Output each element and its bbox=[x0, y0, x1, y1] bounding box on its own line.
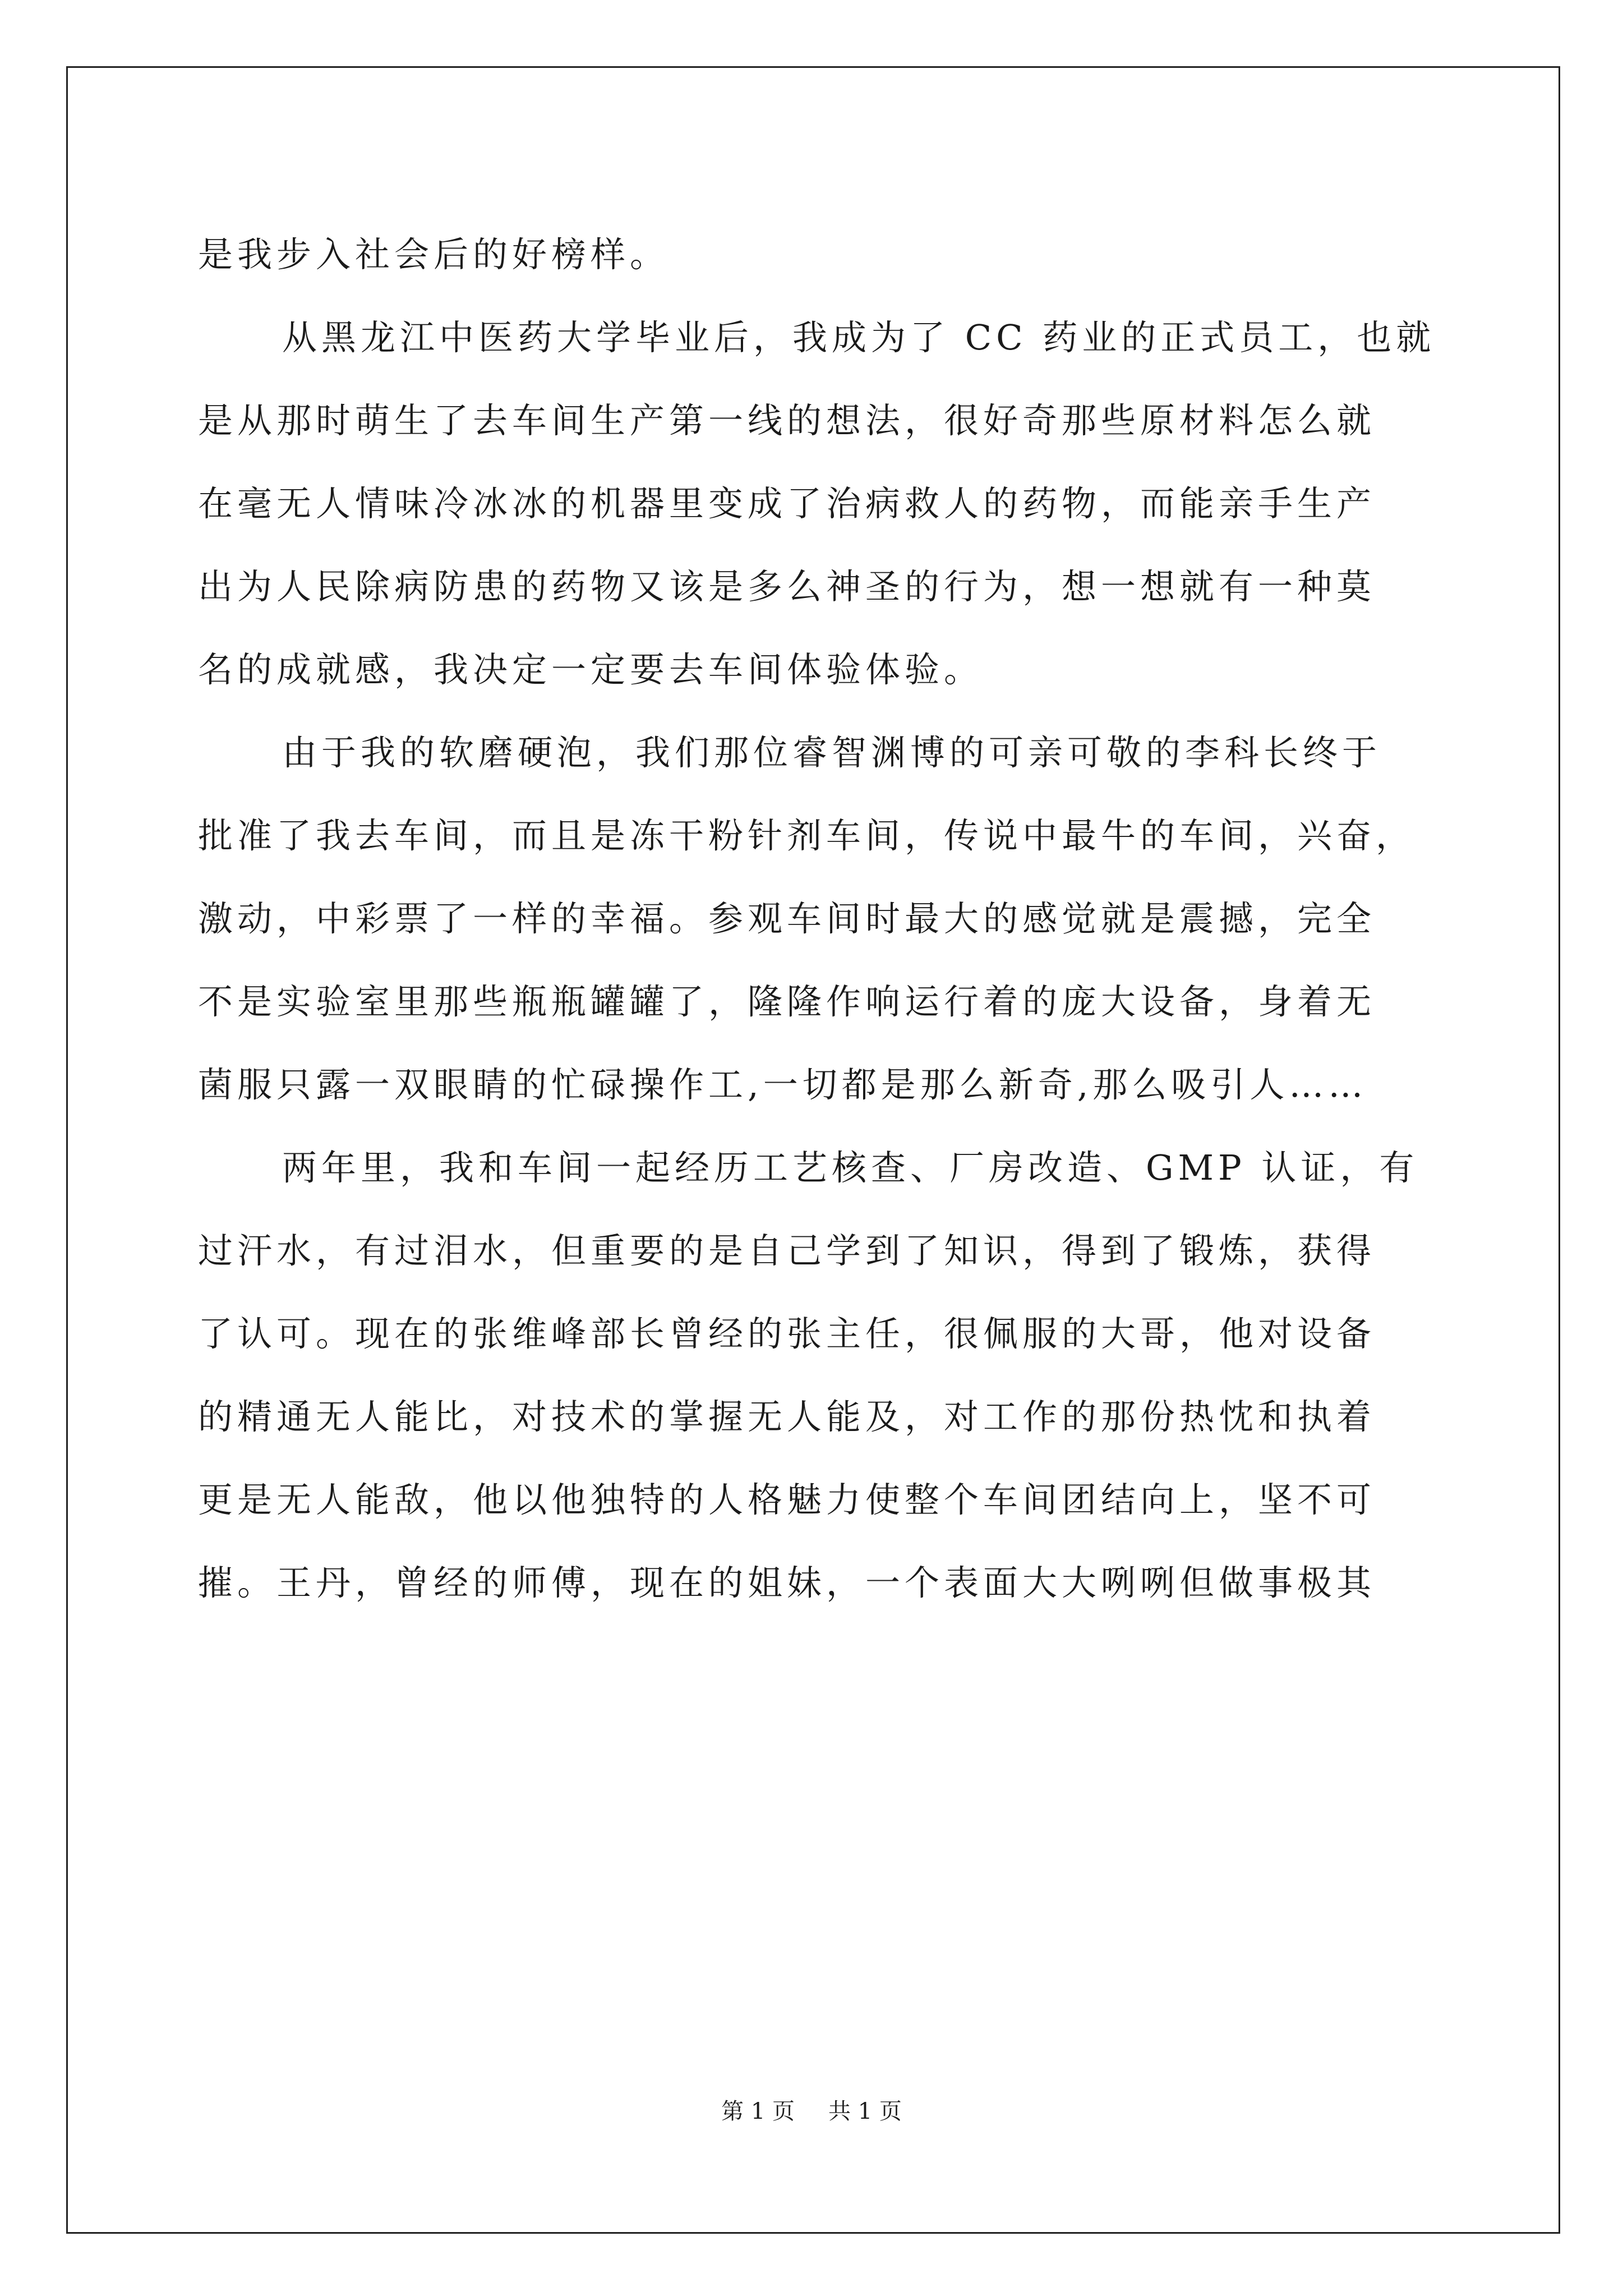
text-line: 由于我的软磨硬泡，我们那位睿智渊博的可亲可敬的李科长终于 bbox=[282, 732, 1382, 773]
text-line: 在毫无人情味冷冰冰的机器里变成了治病救人的药物，而能亲手生产 bbox=[198, 483, 1376, 524]
text-line: 了认可。现在的张维峰部长曾经的张主任，很佩服的大哥，他对设备 bbox=[198, 1313, 1376, 1354]
text-line: 批准了我去车间，而且是冻干粉针剂车间，传说中最牛的车间，兴奋， bbox=[198, 815, 1415, 856]
text-line: 出为人民除病防患的药物又该是多么神圣的行为，想一想就有一种莫 bbox=[198, 566, 1376, 607]
text-line: 是我步入社会后的好榜样。 bbox=[198, 234, 670, 275]
text-line: 从黑龙江中医药大学毕业后，我成为了 CC 药业的正式员工，也就 bbox=[282, 317, 1436, 358]
text-line: 是从那时萌生了去车间生产第一线的想法，很好奇那些原材料怎么就 bbox=[198, 400, 1376, 441]
page-footer bbox=[0, 2095, 1623, 2128]
text-line: 不是实验室里那些瓶瓶罐罐了，隆隆作响运行着的庞大设备，身着无 bbox=[198, 981, 1376, 1022]
text-line: 名的成就感，我决定一定要去车间体验体验。 bbox=[198, 649, 984, 690]
text-line: 菌服只露一双眼睛的忙碌操作工,一切都是那么新奇,那么吸引人…… bbox=[198, 1064, 1368, 1105]
body-text bbox=[198, 213, 1436, 1625]
text-line: 更是无人能敌，他以他独特的人格魅力使整个车间团结向上，坚不可 bbox=[198, 1479, 1376, 1520]
text-line: 激动，中彩票了一样的幸福。参观车间时最大的感觉就是震撼，完全 bbox=[198, 898, 1376, 939]
text-line: 两年里，我和车间一起经历工艺核查、厂房改造、GMP 认证，有 bbox=[282, 1147, 1419, 1188]
text-line: 过汗水，有过泪水，但重要的是自己学到了知识，得到了锻炼，获得 bbox=[198, 1230, 1376, 1271]
text-line: 的精通无人能比，对技术的掌握无人能及，对工作的那份热忱和执着 bbox=[198, 1396, 1376, 1437]
page-number: 第 1 页 bbox=[721, 2099, 795, 2124]
text-line: 摧。王丹，曾经的师傅，现在的姐妹，一个表面大大咧咧但做事极其 bbox=[198, 1562, 1376, 1603]
page-total: 共 1 页 bbox=[828, 2099, 902, 2124]
